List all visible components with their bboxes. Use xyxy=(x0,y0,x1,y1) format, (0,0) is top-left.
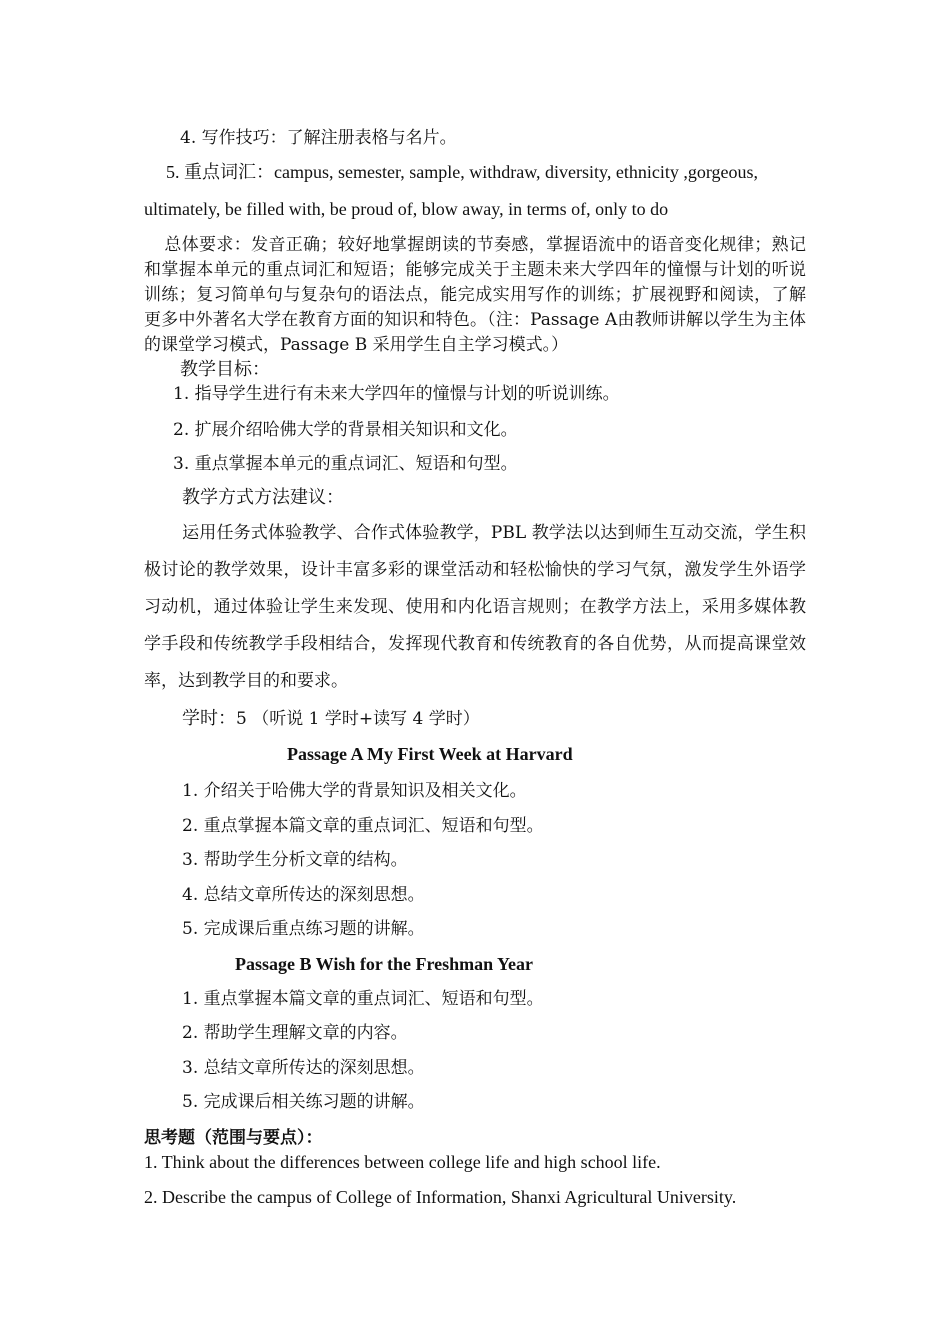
passage-b-title: Passage B Wish for the Freshman Year xyxy=(235,954,534,974)
passage-a-item: 4. 总结文章所传达的深刻思想。 xyxy=(182,885,425,905)
class-hours xyxy=(182,708,480,730)
teaching-methods-body: 运用任务式体验教学、合作式体验教学，PBL 教学法以达到师生互动交流，学生积极讨论的教学效果，设计丰富多彩的课堂活动和轻松愉快的学习气氛，激发学生外语学习动机，通过体验让学生来发现、使用和内化语言规则；在教学方法上，采用多媒体教学手段和传统教学手段相结合，发挥现代教育和传统教育的各自优势，从而提高课堂效率，达到教学目的和要求。 xyxy=(144,523,806,691)
question-item: 2. Describe the campus of College of Information, Shanxi Agricultural University. xyxy=(144,1187,737,1207)
passage-b-item: 2. 帮助学生理解文章的内容。 xyxy=(182,1023,408,1043)
passage-a-title: Passage A My First Week at Harvard xyxy=(287,744,573,764)
writing-skills-item: 4. 写作技巧：了解注册表格与名片。 xyxy=(180,128,457,148)
key-vocabulary-continued: ultimately, be filled with, be proud of, blow away, in terms of, only to do xyxy=(144,199,669,219)
class-hours-value: 5 （听说 1 学时+读写 4 学时） xyxy=(236,709,480,729)
class-hours-label: 学时： xyxy=(182,708,236,729)
passage-b-item: 1. 重点掌握本篇文章的重点词汇、短语和句型。 xyxy=(182,989,544,1009)
objective-item: 3. 重点掌握本单元的重点词汇、短语和句型。 xyxy=(173,454,518,474)
teaching-methods-text xyxy=(144,515,806,700)
questions-heading: 思考题（范围与要点）： xyxy=(144,1128,323,1148)
teaching-objectives-heading: 教学目标： xyxy=(180,359,270,380)
key-vocabulary-item: 5. 重点词汇：campus, semester, sample, withdraw, diversity, ethnicity ,gorgeous, xyxy=(166,162,759,182)
overall-requirements-text: 总体要求：发音正确；较好地掌握朗读的节奏感，掌握语流中的语音变化规律；熟记和掌握本单元的重点词汇和短语；能够完成关于主题未来大学四年的憧憬与计划的听说训练；复习简单句与复杂句的语法点，能完成实用写作的训练；扩展视野和阅读，了解更多中外著名大学在教育方面的知识和特色。（注：Passage A由教师讲解以学生为主体的课堂学习模式，Passage B 采用学生自主学习模式。） xyxy=(144,235,806,355)
passage-a-item: 5. 完成课后重点练习题的讲解。 xyxy=(182,919,425,939)
passage-b-item: 3. 总结文章所传达的深刻思想。 xyxy=(182,1058,425,1078)
objective-item: 1. 指导学生进行有未来大学四年的憧憬与计划的听说训练。 xyxy=(173,384,620,404)
teaching-methods-heading: 教学方式方法建议： xyxy=(182,487,344,508)
question-item: 1. Think about the differences between college life and high school life. xyxy=(144,1152,661,1172)
passage-a-item: 3. 帮助学生分析文章的结构。 xyxy=(182,850,408,870)
passage-b-item: 5. 完成课后相关练习题的讲解。 xyxy=(182,1092,425,1112)
overall-requirements xyxy=(144,233,806,358)
passage-a-item: 1. 介绍关于哈佛大学的背景知识及相关文化。 xyxy=(182,781,527,801)
passage-a-item: 2. 重点掌握本篇文章的重点词汇、短语和句型。 xyxy=(182,816,544,836)
objective-item: 2. 扩展介绍哈佛大学的背景相关知识和文化。 xyxy=(173,420,518,440)
